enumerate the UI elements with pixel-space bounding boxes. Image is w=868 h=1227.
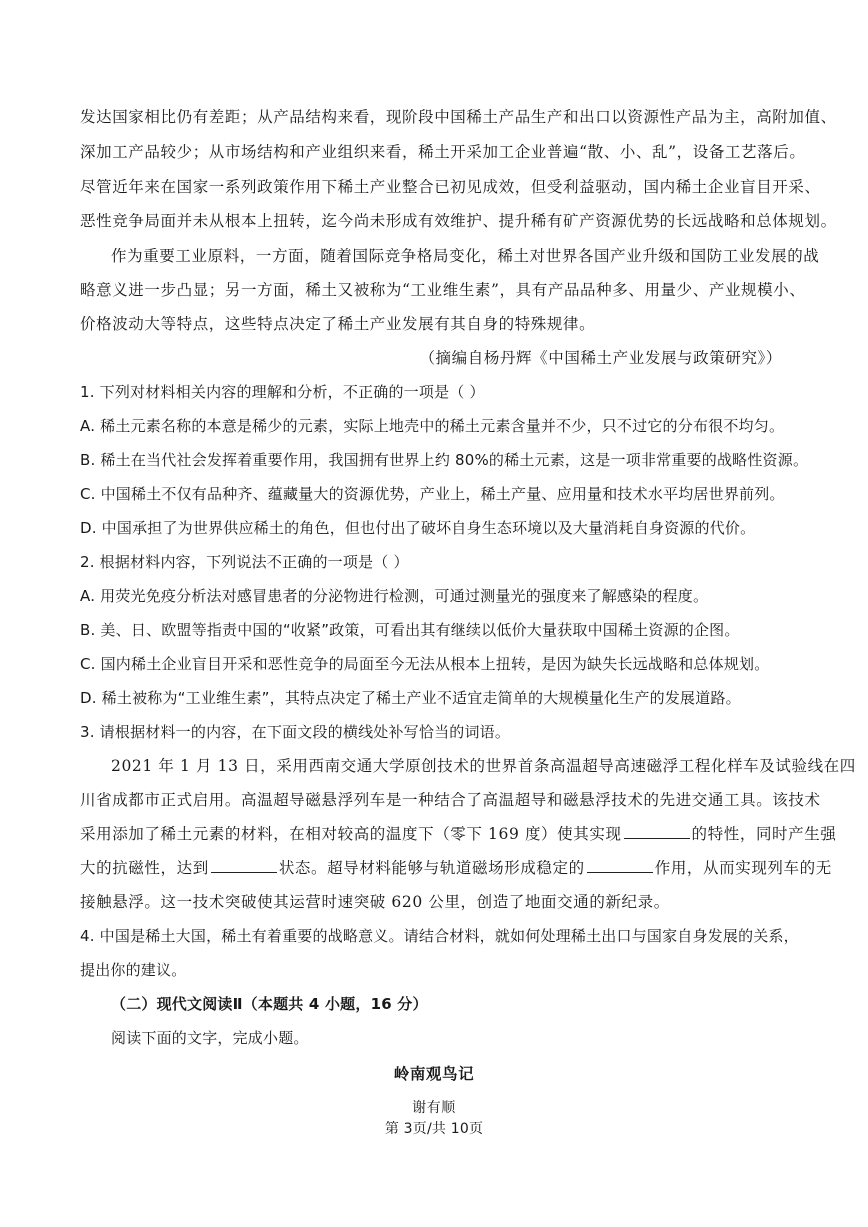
- question-3-text-part: 的特性，同时产生强: [691, 825, 837, 843]
- question-4-stem: 4. 中国是稀土大国，稀土有着重要的战略意义。请结合材料，就如何处理稀土出口与国家自身发展的关系，: [80, 927, 799, 945]
- article-title: 岭南观鸟记: [393, 1064, 475, 1083]
- passage-line: 作为重要工业原料，一方面，随着国际竞争格局变化，稀土对世界各国产业升级和国防工业发展的战: [111, 247, 820, 265]
- question-2-option-c: C. 国内稀土企业盲目开采和恶性竞争的局面至今无法从根本上扭转，是因为缺失长远战略和总体规划。: [80, 655, 770, 673]
- question-1-option-c: C. 中国稀土不仅有品种齐、蕴藏量大的资源优势，产业上，稀土产量、应用量和技术水平均居世界前列。: [80, 485, 785, 503]
- passage-line: 尽管近年来在国家一系列政策作用下稀土产业整合已初见成效，但受利益驱动，国内稀土企业盲目开采、: [80, 178, 821, 196]
- passage-line: 深加工产品较少；从市场结构和产业组织来看，稀土开采加工企业普遍“散、小、乱”，设备工艺落后。: [80, 143, 806, 161]
- question-2-stem: 2. 根据材料内容，下列说法不正确的一项是（ ）: [80, 553, 409, 571]
- question-2-option-a: A. 用荧光免疫分析法对感冒患者的分泌物进行检测，可通过测量光的强度来了解感染的程度。: [80, 587, 709, 605]
- question-1-option-d: D. 中国承担了为世界供应稀土的角色，但也付出了破坏自身生态环境以及大量消耗自身资源的代价。: [80, 519, 756, 537]
- fill-blank-1[interactable]: [624, 824, 690, 839]
- question-4-stem: 提出你的建议。: [80, 961, 187, 979]
- fill-blank-2[interactable]: [211, 858, 277, 873]
- question-3-text: 川省成都市正式启用。高温超导磁悬浮列车是一种结合了高温超导和磁悬浮技术的先进交通工具。该技术: [80, 791, 821, 809]
- question-2-option-d: D. 稀土被称为“工业维生素”，其特点决定了稀土产业不适宜走简单的大规模量化生产的发展道路。: [80, 689, 741, 707]
- passage-line: 价格波动大等特点，这些特点决定了稀土产业发展有其自身的特殊规律。: [80, 315, 596, 333]
- section-heading: （二）现代文阅读Ⅱ（本题共 4 小题，16 分）: [111, 995, 428, 1013]
- question-3-text-part: 状态。超导材料能够与轨道磁场形成稳定的: [278, 859, 585, 877]
- passage-line: 略意义进一步凸显；另一方面，稀土又被称为“工业维生素”，具有产品品种多、用量少、产业规模小、: [80, 281, 806, 299]
- article-author: 谢有顺: [412, 1100, 456, 1116]
- question-1-stem: 1. 下列对材料相关内容的理解和分析，不正确的一项是（ ）: [80, 383, 485, 401]
- question-3-text: [80, 823, 837, 845]
- passage-source: （摘编自杨丹辉《中国稀土产业发展与政策研究》）: [419, 349, 782, 367]
- question-2-option-b: B. 美、日、欧盟等指责中国的“收紧”政策，可看出其有继续以低价大量获取中国稀土资源的企图。: [80, 621, 740, 639]
- passage-line: 发达国家相比仍有差距；从产品结构来看，现阶段中国稀土产品生产和出口以资源性产品为主，高附加值、: [80, 108, 837, 126]
- fill-blank-3[interactable]: [587, 858, 653, 873]
- question-1-option-a: A. 稀土元素名称的本意是稀少的元素，实际上地壳中的稀土元素含量并不少，只不过它的分布很不均匀。: [80, 417, 785, 435]
- question-3-text-part: 大的抗磁性，达到: [80, 859, 209, 877]
- question-3-text: [80, 857, 832, 879]
- question-3-stem: 3. 请根据材料一的内容，在下面文段的横线处补写恰当的词语。: [80, 723, 511, 741]
- question-3-text-part: 作用，从而实现列车的无: [654, 859, 832, 877]
- page-footer: 第 3页/共 10页: [384, 1121, 484, 1137]
- question-3-text: 接触悬浮。这一技术突破使其运营时速突破 620 公里，创造了地面交通的新纪录。: [80, 893, 670, 911]
- question-3-text-part: 采用添加了稀土元素的材料，在相对较高的温度下（零下 169 度）使其实现: [80, 825, 622, 843]
- section-instruction: 阅读下面的文字，完成小题。: [111, 1029, 309, 1047]
- passage-line: 恶性竞争局面并未从根本上扭转，迄今尚未形成有效维护、提升稀有矿产资源优势的长远战略和总体规划。: [80, 212, 837, 230]
- question-3-text: 2021 年 1 月 13 日，采用西南交通大学原创技术的世界首条高温超导高速磁浮工程化样车及试验线在四: [111, 757, 856, 775]
- question-1-option-b: B. 稀土在当代社会发挥着重要作用，我国拥有世界上约 80%的稀土元素，这是一项非常重要的战略性资源。: [80, 451, 809, 469]
